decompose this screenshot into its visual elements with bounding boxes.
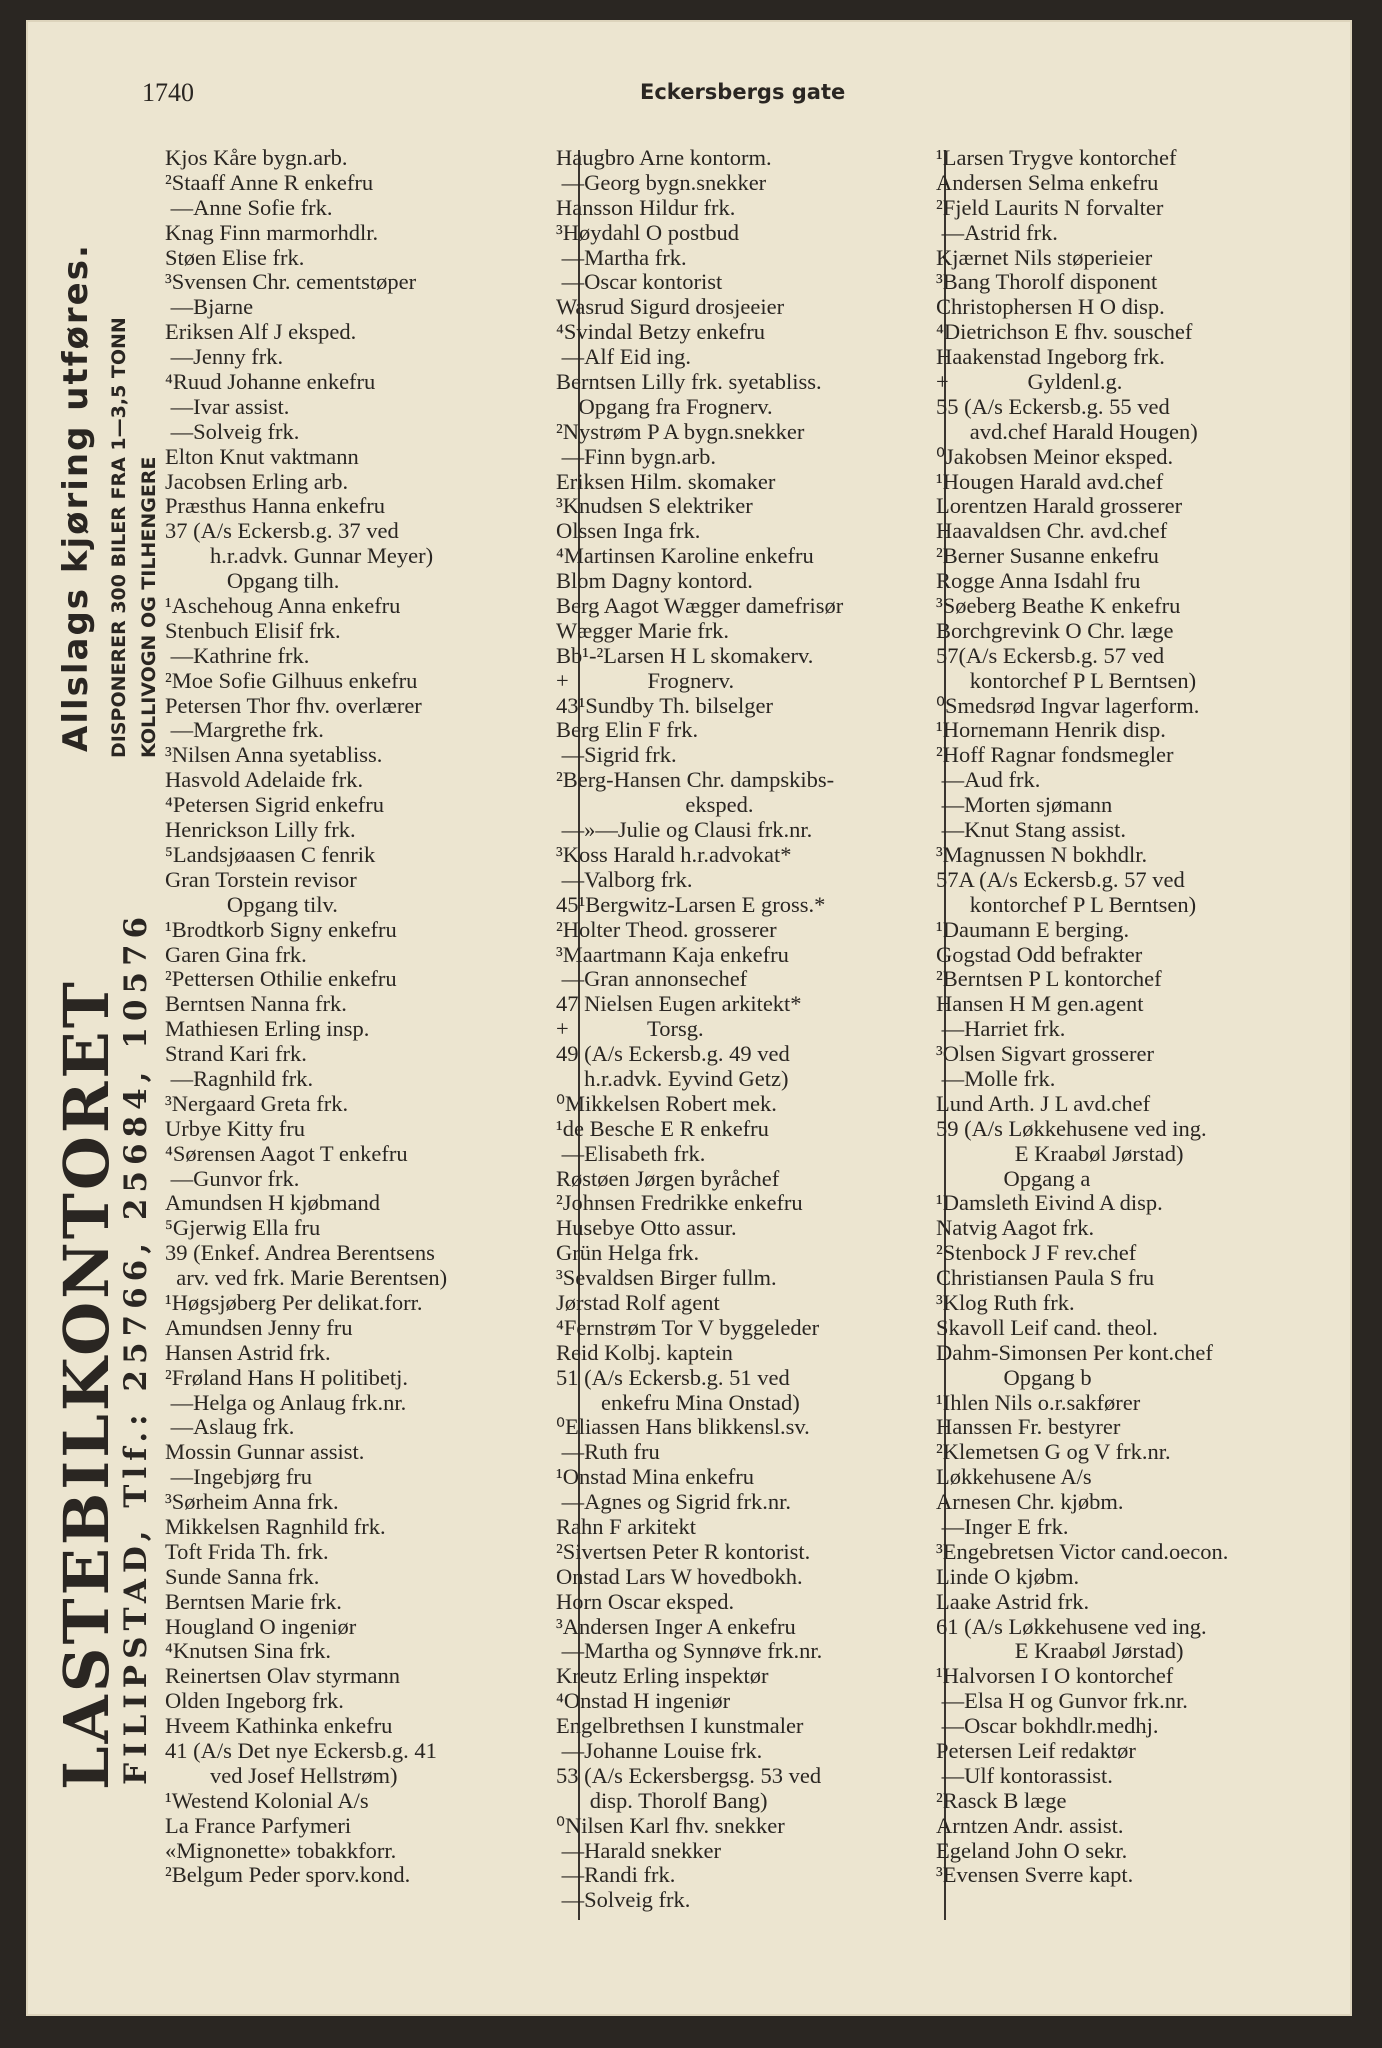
directory-entry: Onstad Lars W hovedbokh. xyxy=(556,1563,803,1589)
directory-entry: Petersen Thor fhv. overlærer xyxy=(165,692,422,718)
directory-entry: Engelbrethsen I kunstmaler xyxy=(556,1713,804,1739)
directory-entry: —Elisabeth frk. xyxy=(556,1140,706,1166)
directory-entry: 61 (A/s Løkkehusene ved ing. xyxy=(936,1613,1207,1639)
directory-entry: E Kraabøl Jørstad) xyxy=(936,1140,1184,1166)
directory-entry: Kjos Kåre bygn.arb. xyxy=(165,145,348,170)
directory-entry: ³Sørheim Anna frk. xyxy=(165,1489,339,1515)
directory-entry: Grün Helga frk. xyxy=(556,1240,700,1266)
directory-entry: Gran Torstein revisor xyxy=(165,866,357,892)
directory-entry: Hougland O ingeniør xyxy=(165,1613,357,1639)
directory-entry: Haavaldsen Chr. avd.chef xyxy=(936,518,1168,544)
directory-entry: ⁴Onstad H ingeniør xyxy=(556,1688,731,1714)
directory-entry: ²Fjeld Laurits N forvalter xyxy=(936,194,1164,220)
directory-entry: ¹Hougen Harald avd.chef xyxy=(936,468,1164,494)
directory-entry: ³Nilsen Anna syetabliss. xyxy=(165,742,383,768)
directory-entry: 55 (A/s Eckersb.g. 55 ved xyxy=(936,393,1170,419)
directory-entry: ³Svensen Chr. cementstøper xyxy=(165,269,417,295)
directory-entry: —Gunvor frk. xyxy=(165,1165,300,1191)
directory-entry: Jacobsen Erling arb. xyxy=(165,468,349,494)
directory-entry: Mossin Gunnar assist. xyxy=(165,1439,365,1465)
directory-entry: ¹Aschehoug Anna enkefru xyxy=(165,593,401,619)
directory-entry: ²Rasck B læge xyxy=(936,1787,1067,1813)
directory-entry: Olssen Inga frk. xyxy=(556,518,701,544)
directory-entry: ¹Høgsjøberg Per delikat.forr. xyxy=(165,1289,423,1315)
directory-entry: —Knut Stang assist. xyxy=(936,817,1127,843)
directory-entry: Præsthus Hanna enkefru xyxy=(165,493,385,519)
directory-entry: —Ruth fru xyxy=(556,1439,660,1465)
directory-entry: ¹Ihlen Nils o.r.sakfører xyxy=(936,1389,1141,1415)
directory-entry: ¹Daumann E berging. xyxy=(936,916,1130,942)
directory-entry: Hanssen Fr. bestyrer xyxy=(936,1414,1121,1440)
directory-entry: Dahm-Simonsen Per kont.chef xyxy=(936,1339,1213,1365)
directory-column-2 xyxy=(556,146,934,1913)
directory-entry: ²Frøland Hans H politibetj. xyxy=(165,1364,408,1390)
directory-entry: Arntzen Andr. assist. xyxy=(936,1812,1124,1838)
directory-entry: ³Koss Harald h.r.advokat* xyxy=(556,841,792,867)
directory-column-3 xyxy=(936,146,1326,1888)
directory-entry: La France Parfymeri xyxy=(165,1812,352,1838)
directory-entry: ³Nergaard Greta frk. xyxy=(165,1090,349,1116)
directory-entry: —Ingebjørg fru xyxy=(165,1464,313,1490)
directory-entry: enkefru Mina Onstad) xyxy=(556,1389,800,1415)
directory-entry: ⁴Dietrichson E fhv. souschef xyxy=(936,319,1193,345)
directory-entry: —Georg bygn.snekker xyxy=(556,169,767,195)
directory-entry: Natvig Aagot frk. xyxy=(936,1215,1095,1241)
directory-entry: ²Holter Theod. grosserer xyxy=(556,916,777,942)
directory-entry: Mikkelsen Ragnhild frk. xyxy=(165,1513,386,1539)
directory-entry: ⁴Martinsen Karoline enkefru xyxy=(556,543,814,569)
directory-entry: —Agnes og Sigrid frk.nr. xyxy=(556,1489,791,1515)
directory-entry: Toft Frida Th. frk. xyxy=(165,1538,329,1564)
directory-entry: ⁰Nilsen Karl fhv. snekker xyxy=(556,1812,785,1838)
directory-entry: Wægger Marie frk. xyxy=(556,617,730,643)
directory-entry: Laake Astrid frk. xyxy=(936,1588,1090,1614)
directory-entry: Rahn F arkitekt xyxy=(556,1513,696,1539)
directory-entry: —Johanne Louise frk. xyxy=(556,1738,763,1763)
directory-entry: —Alf Eid ing. xyxy=(556,344,691,370)
directory-entry: —Margrethe frk. xyxy=(165,717,324,743)
directory-entry: Hansen Astrid frk. xyxy=(165,1339,331,1365)
directory-entry: + Frognerv. xyxy=(556,667,735,693)
directory-entry: —Anne Sofie frk. xyxy=(165,194,333,220)
directory-entry: «Mignonette» tobakkforr. xyxy=(165,1837,397,1863)
directory-entry: 39 (Enkef. Andrea Berentsens xyxy=(165,1240,435,1266)
directory-entry: Mathiesen Erling insp. xyxy=(165,1016,370,1042)
directory-entry: Rogge Anna Isdahl fru xyxy=(936,568,1141,594)
directory-entry: Jørstad Rolf agent xyxy=(556,1289,720,1315)
directory-entry: kontorchef P L Berntsen) xyxy=(936,891,1197,917)
directory-entry: Christiansen Paula S fru xyxy=(936,1265,1155,1291)
directory-entry: —Solveig frk. xyxy=(165,418,300,444)
directory-entry: —Martha frk. xyxy=(556,244,687,270)
directory-entry: Reinertsen Olav styrmann xyxy=(165,1663,400,1689)
directory-entry: 37 (A/s Eckersb.g. 37 ved xyxy=(165,518,399,544)
directory-entry: Stenbuch Elisif frk. xyxy=(165,617,341,643)
directory-entry: Lorentzen Harald grosserer xyxy=(936,493,1183,519)
directory-entry: ⁰Smedsrød Ingvar lagerform. xyxy=(936,692,1200,718)
directory-entry: Berntsen Lilly frk. syetabliss. xyxy=(556,369,822,395)
directory-entry: ²Nystrøm P A bygn.snekker xyxy=(556,418,805,444)
directory-entry: ⁴Knutsen Sina frk. xyxy=(165,1638,331,1664)
directory-entry: 57(A/s Eckersb.g. 57 ved xyxy=(936,642,1165,668)
directory-entry: Sunde Sanna frk. xyxy=(165,1563,320,1589)
directory-entry: ¹de Besche E R enkefru xyxy=(556,1115,769,1141)
directory-entry: Amundsen H kjøbmand xyxy=(165,1190,380,1216)
directory-entry: ¹Larsen Trygve kontorchef xyxy=(936,145,1177,170)
directory-entry: eksped. xyxy=(556,792,754,818)
directory-entry: —Astrid frk. xyxy=(936,219,1058,245)
directory-entry: 53 (A/s Eckersbergsg. 53 ved xyxy=(556,1762,822,1788)
directory-entry: ¹Halvorsen I O kontorchef xyxy=(936,1663,1174,1689)
directory-entry: Egeland John O sekr. xyxy=(936,1837,1128,1863)
directory-entry: —Gran annonsechef xyxy=(556,966,748,992)
directory-entry: Løkkehusene A/s xyxy=(936,1464,1092,1490)
directory-entry: Linde O kjøbm. xyxy=(936,1563,1080,1589)
directory-entry: disp. Thorolf Bang) xyxy=(556,1787,768,1813)
directory-entry: Petersen Leif redaktør xyxy=(936,1738,1136,1763)
directory-entry: ³Maartmann Kaja enkefru xyxy=(556,941,789,967)
directory-entry: ⁵Landsjøaasen C fenrik xyxy=(165,841,376,867)
directory-entry: 51 (A/s Eckersb.g. 51 ved xyxy=(556,1364,790,1390)
directory-entry: Arnesen Chr. kjøbm. xyxy=(936,1489,1124,1515)
directory-entry: —Harald snekker xyxy=(556,1837,721,1863)
directory-entry: + Torsg. xyxy=(556,1016,704,1042)
directory-entry: —Elsa H og Gunvor frk.nr. xyxy=(936,1688,1188,1714)
ad-trailers-info: KOLLIVOGN OG TILHENGERE xyxy=(138,456,160,758)
directory-entry: ⁰Mikkelsen Robert mek. xyxy=(556,1090,777,1116)
directory-entry: —Oscar bokhdlr.medhj. xyxy=(936,1713,1159,1739)
directory-entry: Støen Elise frk. xyxy=(165,244,305,270)
directory-entry: h.r.advk. Gunnar Meyer) xyxy=(165,543,434,569)
directory-entry: —Sigrid frk. xyxy=(556,742,677,768)
directory-entry: Andersen Selma enkefru xyxy=(936,169,1159,195)
directory-entry: ⁴Petersen Sigrid enkefru xyxy=(165,792,385,818)
directory-entry: Hveem Kathinka enkefru xyxy=(165,1713,393,1739)
directory-entry: —Ulf kontorassist. xyxy=(936,1762,1113,1788)
directory-entry: ³Søeberg Beathe K enkefru xyxy=(936,593,1181,619)
directory-entry: ¹Brodtkorb Signy enkefru xyxy=(165,916,397,942)
directory-entry: 47 Nielsen Eugen arkitekt* xyxy=(556,991,802,1017)
directory-entry: —Ragnhild frk. xyxy=(165,1065,314,1091)
directory-entry: Henrickson Lilly frk. xyxy=(165,817,356,843)
directory-entry: kontorchef P L Berntsen) xyxy=(936,667,1197,693)
directory-entry: Olden Ingeborg frk. xyxy=(165,1688,344,1714)
directory-entry: ²Pettersen Othilie enkefru xyxy=(165,966,397,992)
directory-entry: Amundsen Jenny fru xyxy=(165,1314,353,1340)
directory-entry: —Randi frk. xyxy=(556,1862,676,1888)
directory-entry: ³Olsen Sigvart grosserer xyxy=(936,1041,1154,1067)
directory-entry: Strand Kari frk. xyxy=(165,1041,307,1067)
directory-entry: 43¹Sundby Th. bilselger xyxy=(556,692,773,718)
directory-entry: Eriksen Hilm. skomaker xyxy=(556,468,776,494)
directory-entry: Kreutz Erling inspektør xyxy=(556,1663,769,1689)
directory-entry: Wasrud Sigurd drosjeeier xyxy=(556,294,785,320)
directory-entry: ³Høydahl O postbud xyxy=(556,219,739,245)
directory-entry: Garen Gina frk. xyxy=(165,941,307,967)
directory-entry: 41 (A/s Det nye Eckersb.g. 41 xyxy=(165,1738,437,1763)
page-number: 1740 xyxy=(142,78,194,107)
directory-entry: ⁴Fernstrøm Tor V byggeleder xyxy=(556,1314,820,1340)
directory-entry: avd.chef Harald Hougen) xyxy=(936,418,1198,444)
directory-entry: Bb¹-²Larsen H L skomakerv. xyxy=(556,642,814,668)
directory-entry: Gogstad Odd befrakter xyxy=(936,941,1143,967)
running-title: Eckersbergs gate xyxy=(640,80,846,104)
directory-entry: ³Sevaldsen Birger fullm. xyxy=(556,1265,777,1291)
directory-entry: Borchgrevink O Chr. læge xyxy=(936,617,1174,643)
directory-entry: ³Bang Thorolf disponent xyxy=(936,269,1158,295)
directory-entry: —Martha og Synnøve frk.nr. xyxy=(556,1638,823,1664)
directory-entry: Opgang tilv. xyxy=(165,891,338,917)
directory-entry: Opgang a xyxy=(936,1165,1091,1191)
directory-entry: Kjærnet Nils støperieier xyxy=(936,244,1153,270)
directory-entry: —»—Julie og Clausi frk.nr. xyxy=(556,817,813,843)
ad-company-name: LASTEBILKONTORET xyxy=(50,979,123,1790)
directory-entry: —Molle frk. xyxy=(936,1065,1056,1091)
directory-entry: Hansen H M gen.agent xyxy=(936,991,1144,1017)
directory-entry: —Valborg frk. xyxy=(556,866,693,892)
directory-entry: ²Johnsen Fredrikke enkefru xyxy=(556,1190,803,1216)
directory-entry: ²Belgum Peder sporv.kond. xyxy=(165,1862,411,1888)
directory-entry: ved Josef Hellstrøm) xyxy=(165,1762,398,1788)
directory-entry: ³Magnussen N bokhdlr. xyxy=(936,841,1148,867)
ad-slogan: Allslags kjøring utføres. xyxy=(56,243,96,752)
directory-entry: Berg Aagot Wægger damefrisør xyxy=(556,593,844,619)
directory-entry: ²Berner Susanne enkefru xyxy=(936,543,1159,569)
directory-entry: Opgang b xyxy=(936,1364,1092,1390)
directory-entry: 49 (A/s Eckersb.g. 49 ved xyxy=(556,1041,790,1067)
directory-entry: —Morten sjømann xyxy=(936,792,1113,818)
ad-address-phone: FILIPSTAD, Tlf.: 25766, 25684, 10576 xyxy=(118,910,154,1785)
directory-entry: Elton Knut vaktmann xyxy=(165,443,359,469)
directory-entry: h.r.advk. Eyvind Getz) xyxy=(556,1065,789,1091)
directory-entry: ³Engebretsen Victor cand.oecon. xyxy=(936,1538,1229,1564)
directory-entry: ⁰Jakobsen Meinor eksped. xyxy=(936,443,1174,469)
directory-entry: ²Hoff Ragnar fondsmegler xyxy=(936,742,1174,768)
directory-entry: ⁵Gjerwig Ella fru xyxy=(165,1215,321,1241)
directory-entry: Berntsen Nanna frk. xyxy=(165,991,347,1017)
directory-entry: ³Andersen Inger A enkefru xyxy=(556,1613,796,1639)
directory-entry: ¹Onstad Mina enkefru xyxy=(556,1464,754,1490)
directory-entry: ⁰Eliassen Hans blikkensl.sv. xyxy=(556,1414,810,1440)
directory-entry: ⁴Svindal Betzy enkefru xyxy=(556,319,766,345)
directory-entry: ³Klog Ruth frk. xyxy=(936,1289,1075,1315)
directory-entry: ²Stenbock J F rev.chef xyxy=(936,1240,1137,1266)
directory-entry: —Finn bygn.arb. xyxy=(556,443,716,469)
directory-entry: arv. ved frk. Marie Berentsen) xyxy=(165,1265,448,1291)
directory-entry: Reid Kolbj. kaptein xyxy=(556,1339,733,1365)
directory-entry: Urbye Kitty fru xyxy=(165,1115,305,1141)
directory-entry: Opgang tilh. xyxy=(165,568,340,594)
directory-entry: ²Berg-Hansen Chr. dampskibs- xyxy=(556,767,835,793)
directory-entry: Hasvold Adelaide frk. xyxy=(165,767,364,793)
directory-entry: Haakenstad Ingeborg frk. xyxy=(936,344,1165,370)
directory-entry: + Gyldenl.g. xyxy=(936,369,1123,395)
directory-entry: ⁴Sørensen Aagot T enkefru xyxy=(165,1140,408,1166)
directory-entry: Røstøen Jørgen byråchef xyxy=(556,1165,780,1191)
directory-entry: Knag Finn marmorhdlr. xyxy=(165,219,379,245)
directory-entry: Husebye Otto assur. xyxy=(556,1215,737,1241)
directory-entry: ²Moe Sofie Gilhuus enkefru xyxy=(165,667,418,693)
directory-entry: ²Staaff Anne R enkefru xyxy=(165,169,374,195)
directory-entry: ³Evensen Sverre kapt. xyxy=(936,1862,1134,1888)
directory-entry: Lund Arth. J L avd.chef xyxy=(936,1090,1151,1116)
directory-column-1 xyxy=(165,146,550,1888)
directory-entry: —Oscar kontorist xyxy=(556,269,723,295)
directory-entry: —Ivar assist. xyxy=(165,393,290,419)
directory-entry: —Kathrine frk. xyxy=(165,642,310,668)
directory-entry: 59 (A/s Løkkehusene ved ing. xyxy=(936,1115,1207,1141)
directory-entry: 57A (A/s Eckersb.g. 57 ved xyxy=(936,866,1185,892)
directory-entry: —Aslaug frk. xyxy=(165,1414,295,1440)
directory-entry: Hansson Hildur frk. xyxy=(556,194,736,220)
directory-entry: —Harriet frk. xyxy=(936,1016,1066,1042)
directory-entry: ²Klemetsen G og V frk.nr. xyxy=(936,1439,1171,1465)
directory-entry: Berg Elin F frk. xyxy=(556,717,699,743)
directory-entry: —Solveig frk. xyxy=(556,1887,691,1913)
directory-entry: Horn Oscar eksped. xyxy=(556,1588,735,1614)
directory-entry: 45¹Bergwitz-Larsen E gross.* xyxy=(556,891,826,917)
ad-fleet-info: DISPONERER 300 BILER FRA 1—3,5 TONN xyxy=(108,317,130,758)
directory-entry: ³Knudsen S elektriker xyxy=(556,493,753,519)
directory-entry: Haugbro Arne kontorm. xyxy=(556,145,772,170)
directory-entry: ¹Westend Kolonial A/s xyxy=(165,1787,369,1813)
directory-entry: E Kraabøl Jørstad) xyxy=(936,1638,1184,1664)
directory-entry: —Inger E frk. xyxy=(936,1513,1069,1539)
directory-entry: —Helga og Anlaug frk.nr. xyxy=(165,1389,407,1415)
directory-entry: —Bjarne xyxy=(165,294,254,320)
directory-entry: ¹Damsleth Eivind A disp. xyxy=(936,1190,1163,1216)
directory-entry: —Aud frk. xyxy=(936,767,1041,793)
directory-entry: Christophersen H O disp. xyxy=(936,294,1165,320)
directory-entry: ²Berntsen P L kontorchef xyxy=(936,966,1162,992)
directory-entry: —Jenny frk. xyxy=(165,344,284,370)
directory-entry: Eriksen Alf J eksped. xyxy=(165,319,357,345)
directory-entry: ⁴Ruud Johanne enkefru xyxy=(165,369,376,395)
directory-entry: ¹Hornemann Henrik disp. xyxy=(936,717,1166,743)
directory-entry: Blom Dagny kontord. xyxy=(556,568,753,594)
directory-entry: ²Sivertsen Peter R kontorist. xyxy=(556,1538,811,1564)
directory-entry: Skavoll Leif cand. theol. xyxy=(936,1314,1158,1340)
directory-entry: Opgang fra Frognerv. xyxy=(556,393,773,419)
directory-entry: Berntsen Marie frk. xyxy=(165,1588,342,1614)
